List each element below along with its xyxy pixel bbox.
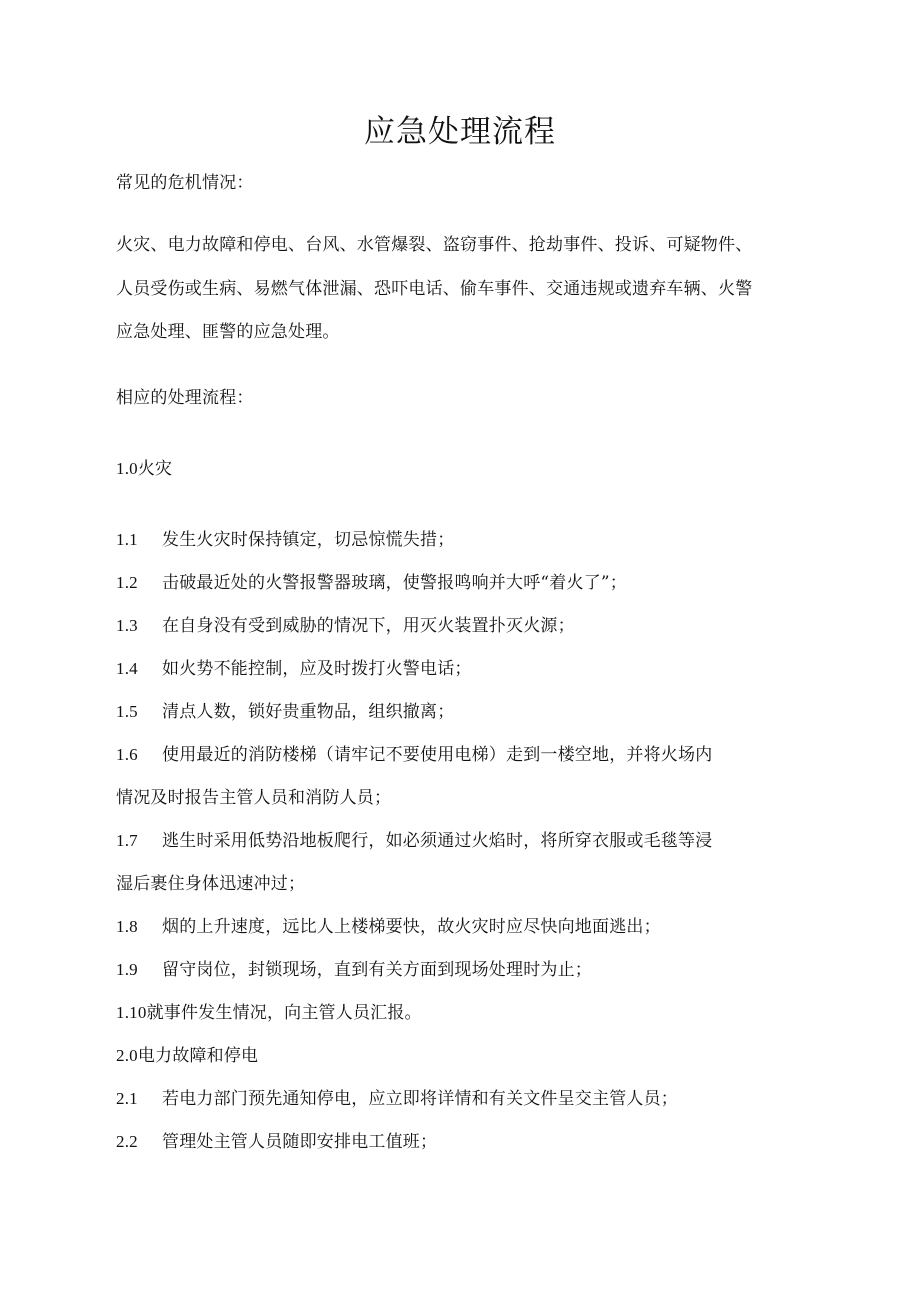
item-text: 留守岗位，封锁现场，直到有关方面到现场处理时为止；: [162, 960, 592, 980]
item-text: 逃生时采用低势沿地板爬行，如必须通过火焰时，将所穿衣服或毛毯等浸: [162, 831, 713, 851]
list-item-1-7: [116, 828, 712, 854]
section-1-number: 1.0: [116, 459, 138, 478]
list-item-1-9: [116, 957, 592, 983]
list-item-1-6-continuation: 情况及时报告主管人员和消防人员；: [116, 788, 392, 808]
item-number: 1.4: [116, 659, 138, 678]
item-text: 就事件发生情况，向主管人员汇报。: [146, 1003, 422, 1023]
item-text: 若电力部门预先通知停电，应立即将详情和有关文件呈交主管人员；: [162, 1089, 678, 1109]
list-item-1-10: [116, 1000, 422, 1026]
item-text: 击破最近处的火警报警器玻璃，使警报鸣响并大呼“着火了”；: [162, 573, 627, 593]
item-number: 1.5: [116, 702, 138, 721]
list-item-1-6: [116, 742, 712, 768]
section-1-heading: [116, 456, 172, 482]
list-item-1-7-continuation: 湿后裹住身体迅速冲过；: [116, 874, 306, 894]
list-item-1-2: [116, 570, 627, 596]
item-number: 2.2: [116, 1132, 138, 1151]
item-text: 发生火灾时保持镇定，切忌惊慌失措；: [162, 530, 455, 550]
section-1-title: 火灾: [137, 459, 173, 479]
item-number: 1.2: [116, 573, 138, 592]
section-2-number: 2.0: [116, 1046, 138, 1065]
crisis-line-1: 火灾、电力故障和停电、台风、水管爆裂、盗窃事件、抢劫事件、投诉、可疑物件、: [116, 235, 753, 255]
item-number: 1.8: [116, 917, 138, 936]
item-text: 管理处主管人员随即安排电工值班；: [162, 1132, 438, 1152]
page-title: 应急处理流程: [364, 114, 556, 150]
item-text: 使用最近的消防楼梯（请牢记不要使用电梯）走到一楼空地，并将火场内: [162, 745, 713, 765]
item-text: 在自身没有受到威胁的情况下，用灭火装置扑灭火源；: [162, 616, 575, 636]
section-2-title: 电力故障和停电: [137, 1046, 259, 1066]
item-number: 1.7: [116, 831, 138, 850]
item-number: 2.1: [116, 1089, 138, 1108]
item-number: 1.10: [116, 1003, 147, 1022]
item-number: 1.6: [116, 745, 138, 764]
intro-heading: 常见的危机情况：: [116, 173, 254, 193]
list-item-1-1: [116, 527, 454, 553]
list-item-2-2: [116, 1129, 437, 1155]
list-item-2-1: [116, 1086, 678, 1112]
item-text: 烟的上升速度，远比人上楼梯要快，故火灾时应尽快向地面逃出；: [162, 917, 661, 937]
crisis-line-3: 应急处理、匪警的应急处理。: [116, 322, 340, 342]
list-item-1-8: [116, 914, 661, 940]
crisis-line-2: 人员受伤或生病、易燃气体泄漏、恐吓电话、偷车事件、交通违规或遗弃车辆、火警: [116, 279, 753, 299]
item-number: 1.9: [116, 960, 138, 979]
item-text: 清点人数，锁好贵重物品，组织撤离；: [162, 702, 455, 722]
item-text: 如火势不能控制，应及时拨打火警电话；: [162, 659, 472, 679]
list-item-1-3: [116, 613, 575, 639]
list-item-1-5: [116, 699, 454, 725]
item-number: 1.1: [116, 530, 138, 549]
process-heading: 相应的处理流程：: [116, 388, 254, 408]
section-2-heading: [116, 1043, 258, 1069]
list-item-1-4: [116, 656, 472, 682]
item-number: 1.3: [116, 616, 138, 635]
